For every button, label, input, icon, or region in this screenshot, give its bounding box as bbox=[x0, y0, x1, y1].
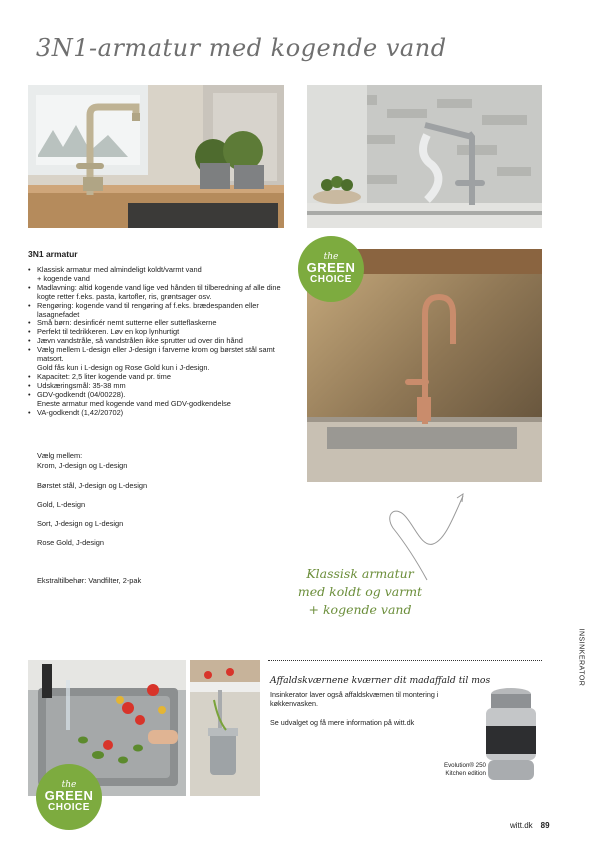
section-divider bbox=[268, 660, 542, 661]
steam-faucet-photo bbox=[307, 85, 542, 228]
page-footer bbox=[510, 821, 550, 830]
green-choice-badge bbox=[298, 236, 364, 302]
disposer-sink-photo bbox=[190, 660, 260, 796]
choice-item: Børstet stål, J-design og L-design bbox=[37, 481, 148, 490]
evolution-disposer-photo bbox=[480, 686, 542, 786]
disposer-body: Insinkerator laver også affaldskværnen til montering i køkkenvasken. bbox=[270, 690, 439, 708]
section-heading: 3N1 armatur bbox=[28, 249, 78, 259]
feature-item: Gold fås kun i L-design og Rose Gold kun i J-design. bbox=[37, 362, 210, 372]
choice-item: Gold, L-design bbox=[37, 500, 86, 509]
feature-list bbox=[28, 266, 283, 417]
side-tab bbox=[574, 628, 588, 694]
feature-item: • Små børn: desinficér nemt sutterne eller sutteflaskerne bbox=[28, 319, 283, 328]
feature-item: • GDV-godkendt (04/00228). bbox=[28, 391, 283, 400]
accessory-text: Ekstraltilbehør: Vandfilter, 2-pak bbox=[37, 576, 142, 585]
side-tab-label: INSINKERATOR bbox=[577, 628, 585, 687]
callout-line: + kogende vand bbox=[308, 602, 412, 617]
badge-choice-text: CHOICE bbox=[310, 274, 352, 285]
badge-the-text: the bbox=[323, 252, 339, 262]
choice-item: Rose Gold, J-design bbox=[37, 538, 104, 547]
badge-choice-text: CHOICE bbox=[48, 802, 90, 813]
feature-item: Eneste armatur med kogende vand med GDV-godkendelse bbox=[37, 398, 231, 408]
feature-item: • Perfekt til tedrikkeren. Løv en kop lynhurtigt bbox=[28, 328, 283, 337]
badge-green-text: GREEN bbox=[44, 788, 94, 803]
disposer-heading: Affaldskværnene kværner dit madaffald til mos bbox=[270, 675, 491, 686]
page-title: 3N1-armatur med kogende vand bbox=[36, 34, 447, 62]
feature-item: • Udskæringsmål: 35-38 mm bbox=[28, 382, 283, 391]
disposer-link-text: Se udvalget og få mere information på witt.dk bbox=[270, 718, 415, 727]
badge-green-text: GREEN bbox=[306, 260, 356, 275]
gold-faucet-photo bbox=[28, 85, 284, 228]
feature-item: + kogende vand bbox=[37, 273, 90, 283]
feature-item: • Madlavning: altid kogende vand lige ved hånden til tilberedning af alle dine kogte retter f.eks. pasta, kartofler, ris, grøntsager osv. bbox=[28, 284, 283, 302]
callout-text bbox=[280, 565, 440, 619]
choice-item: Krom, J-design og L-design bbox=[37, 461, 128, 470]
feature-item: • Klassisk armatur med almindeligt koldt/varmt vand bbox=[28, 266, 283, 275]
feature-item: • Vælg mellem L-design eller J-design i farverne krom og børstet stål samt matsort. bbox=[28, 346, 283, 364]
product-caption-line: Kitchen edition bbox=[445, 769, 486, 777]
feature-item: • VA-godkendt (1,42/20702) bbox=[28, 409, 283, 418]
feature-item: • Rengøring: kogende vand til rengøring af f.eks. brædespanden eller lasagnefadet bbox=[28, 302, 283, 320]
callout-line: med koldt og varmt bbox=[297, 584, 423, 599]
product-caption-line: Evolution® 250 bbox=[443, 762, 486, 769]
feature-item: • Kapacitet: 2,5 liter kogende vand pr. time bbox=[28, 373, 283, 382]
callout-line: Klassisk armatur bbox=[306, 566, 414, 581]
product-caption bbox=[426, 762, 486, 777]
choose-label: Vælg mellem: bbox=[37, 451, 83, 460]
feature-item: • Jævn vandstråle, så vandstrålen ikke sprutter ud over din hånd bbox=[28, 337, 283, 346]
green-choice-badge bbox=[36, 764, 102, 830]
page-number: 89 bbox=[540, 821, 550, 830]
badge-the-text: the bbox=[61, 780, 77, 790]
choice-item: Sort, J-design og L-design bbox=[37, 519, 124, 528]
footer-site: witt.dk bbox=[510, 821, 533, 830]
